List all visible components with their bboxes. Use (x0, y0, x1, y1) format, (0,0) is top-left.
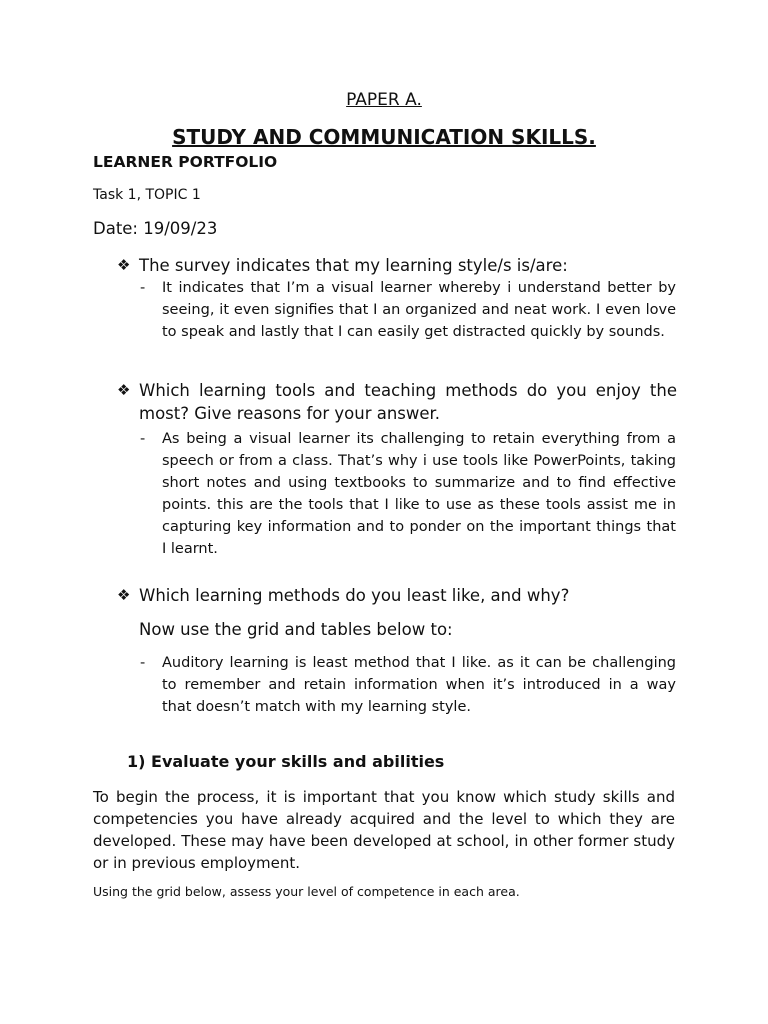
answer-item (140, 652, 676, 718)
answer-text: As being a visual learner its challenging to retain everything from a speech or from a class. That’s why i use tools like PowerPoints, taking short notes and using textbooks to summarize and to find effective points. this are the tools that I like to use as these tools assist me in capturing key information and to ponder on the important things that I learnt. (162, 431, 676, 557)
question-item (117, 254, 677, 277)
answer-item (140, 277, 676, 343)
followup-instruction: Now use the grid and tables below to: (139, 620, 453, 639)
diamond-bullet-icon: ❖ (117, 381, 131, 399)
question-text: Which learning tools and teaching methods do you enjoy the most? Give reasons for your answer. (139, 381, 677, 423)
diamond-bullet-icon: ❖ (117, 586, 131, 604)
question-item (117, 379, 677, 425)
dash-bullet: - (140, 280, 146, 296)
answer-item (140, 428, 676, 560)
dash-bullet: - (140, 431, 146, 447)
question-item (117, 584, 677, 607)
date-line: Date: 19/09/23 (93, 219, 218, 238)
portfolio-heading: LEARNER PORTFOLIO (93, 153, 278, 171)
task-label: Task 1, TOPIC 1 (93, 187, 201, 203)
grid-instruction: Using the grid below, assess your level of competence in each area. (93, 884, 520, 899)
paper-label: PAPER A. (346, 90, 422, 110)
section-paragraph: To begin the process, it is important that you know which study skills and competencies you have already acquired and the level to which they are developed. These may have been developed at school, in other former study or in previous employment. (93, 788, 675, 872)
answer-text: Auditory learning is least method that I like. as it can be challenging to remember and retain information when it’s introduced in a way that doesn’t match with my learning style. (162, 655, 676, 715)
question-text: The survey indicates that my learning style/s is/are: (139, 256, 568, 275)
dash-bullet: - (140, 655, 146, 671)
question-text: Which learning methods do you least like, and why? (139, 586, 570, 605)
answer-text: It indicates that I’m a visual learner whereby i understand better by seeing, it even signifies that I an organized and neat work. I even love to speak and lastly that I can easily get distracted quickly by sounds. (162, 280, 676, 340)
diamond-bullet-icon: ❖ (117, 256, 131, 274)
section-heading: 1) Evaluate your skills and abilities (127, 752, 445, 771)
document-title: STUDY AND COMMUNICATION SKILLS. (172, 125, 596, 149)
